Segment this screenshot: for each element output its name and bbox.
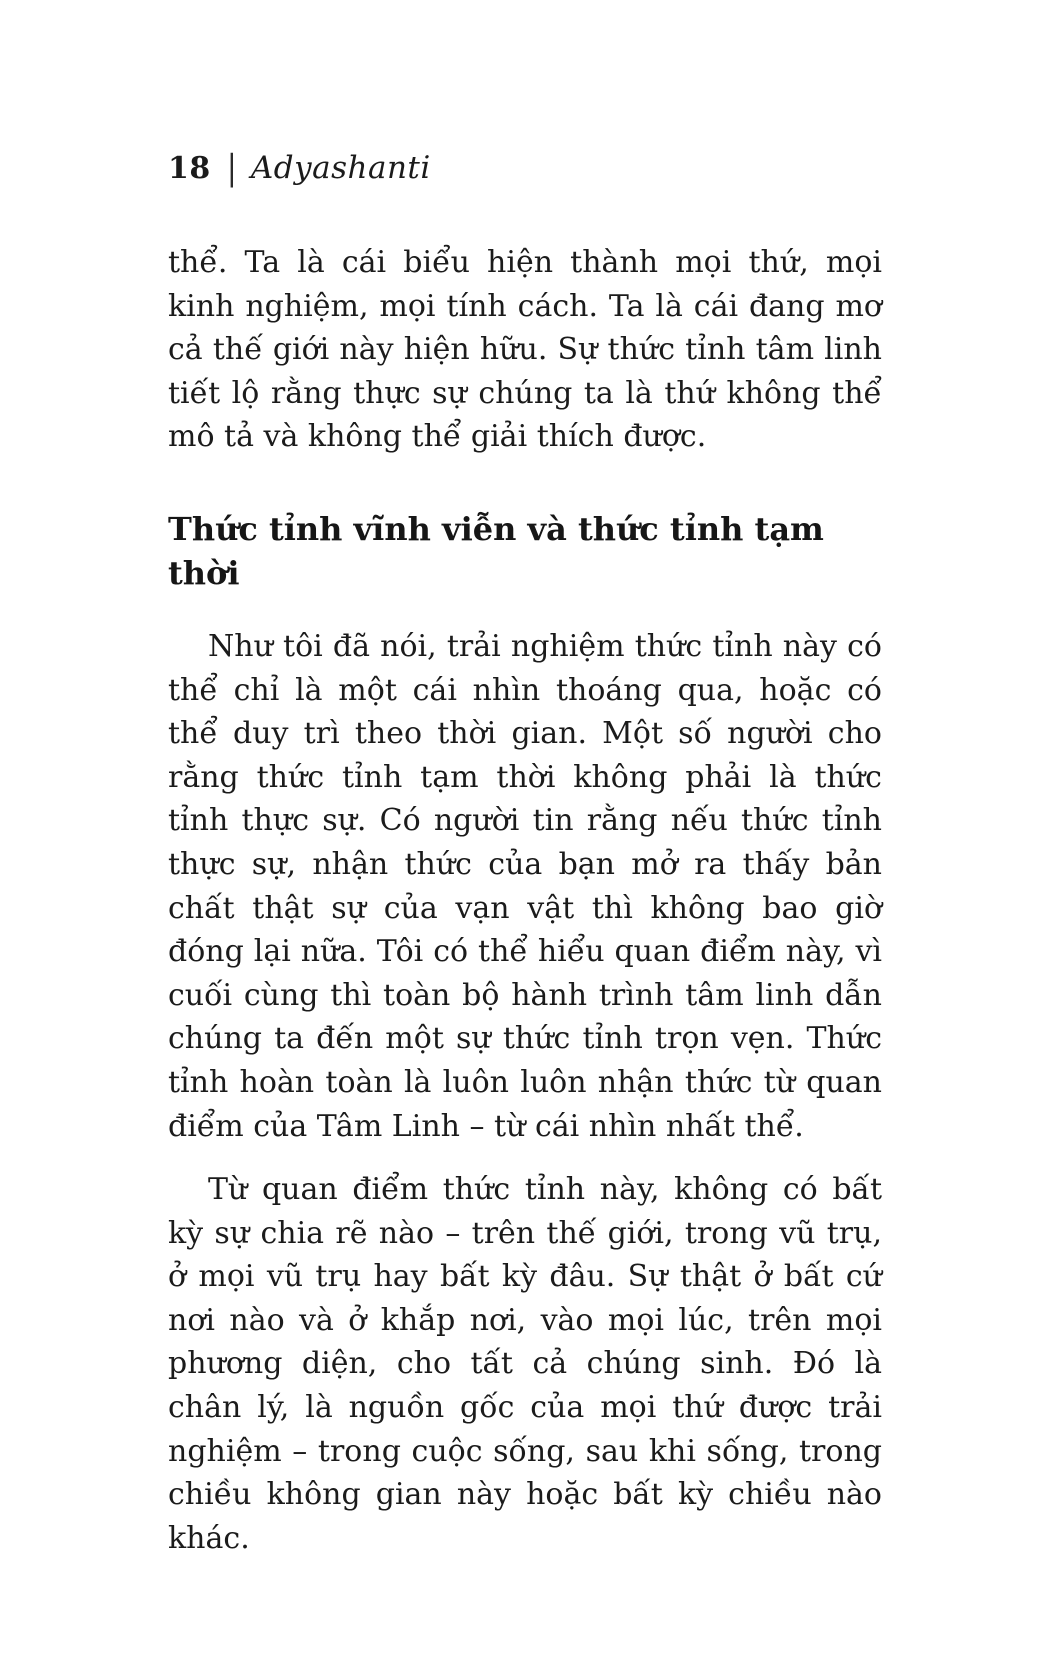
paragraph: Như tôi đã nói, trải nghiệm thức tỉnh này có thể chỉ là một cái nhìn thoáng qua, hoặc có thể duy trì theo thời gian. Một số người cho rằng thức tỉnh tạm thời không phải là thức tỉnh thực sự. Có người tin rằng nếu thức tỉnh thực sự, nhận thức của bạn mở ra thấy bản chất thật sự của vạn vật thì không bao giờ đóng lại nữa. Tôi có thể hiểu quan điểm này, vì cuối cùng thì toàn bộ hành trình tâm linh dẫn chúng ta đến một sự thức tỉnh trọn vẹn. Thức tỉnh hoàn toàn là luôn luôn nhận thức từ quan điểm của Tâm Linh – từ cái nhìn nhất thể. xyxy=(168,628,882,1144)
page-number: 18 xyxy=(168,151,211,186)
running-author: Adyashanti xyxy=(250,150,431,186)
header-separator: | xyxy=(226,148,237,189)
section-heading: Thức tỉnh vĩnh viễn và thức tỉnh tạm thời xyxy=(168,509,824,592)
paragraph: Từ quan điểm thức tỉnh này, không có bất kỳ sự chia rẽ nào – trên thế giới, trong vũ trụ, ở mọi vũ trụ hay bất kỳ đâu. Sự thật ở bất cứ nơi nào và ở khắp nơi, vào mọi lúc, trên mọi phương diện, cho tất cả chúng sinh. Đó là chân lý, là nguồn gốc của mọi thứ được trải nghiệm – trong cuộc sống, sau khi sống, trong chiều không gian này hoặc bất kỳ chiều nào khác. xyxy=(168,1172,882,1556)
page-body xyxy=(168,241,882,1560)
paragraph-continued: thể. Ta là cái biểu hiện thành mọi thứ, mọi kinh nghiệm, mọi tính cách. Ta là cái đang mơ cả thế giới này hiện hữu. Sự thức tỉnh tâm linh tiết lộ rằng thực sự chúng ta là thứ không thể mô tả và không thể giải thích được. xyxy=(168,245,882,455)
page-header xyxy=(168,150,882,187)
